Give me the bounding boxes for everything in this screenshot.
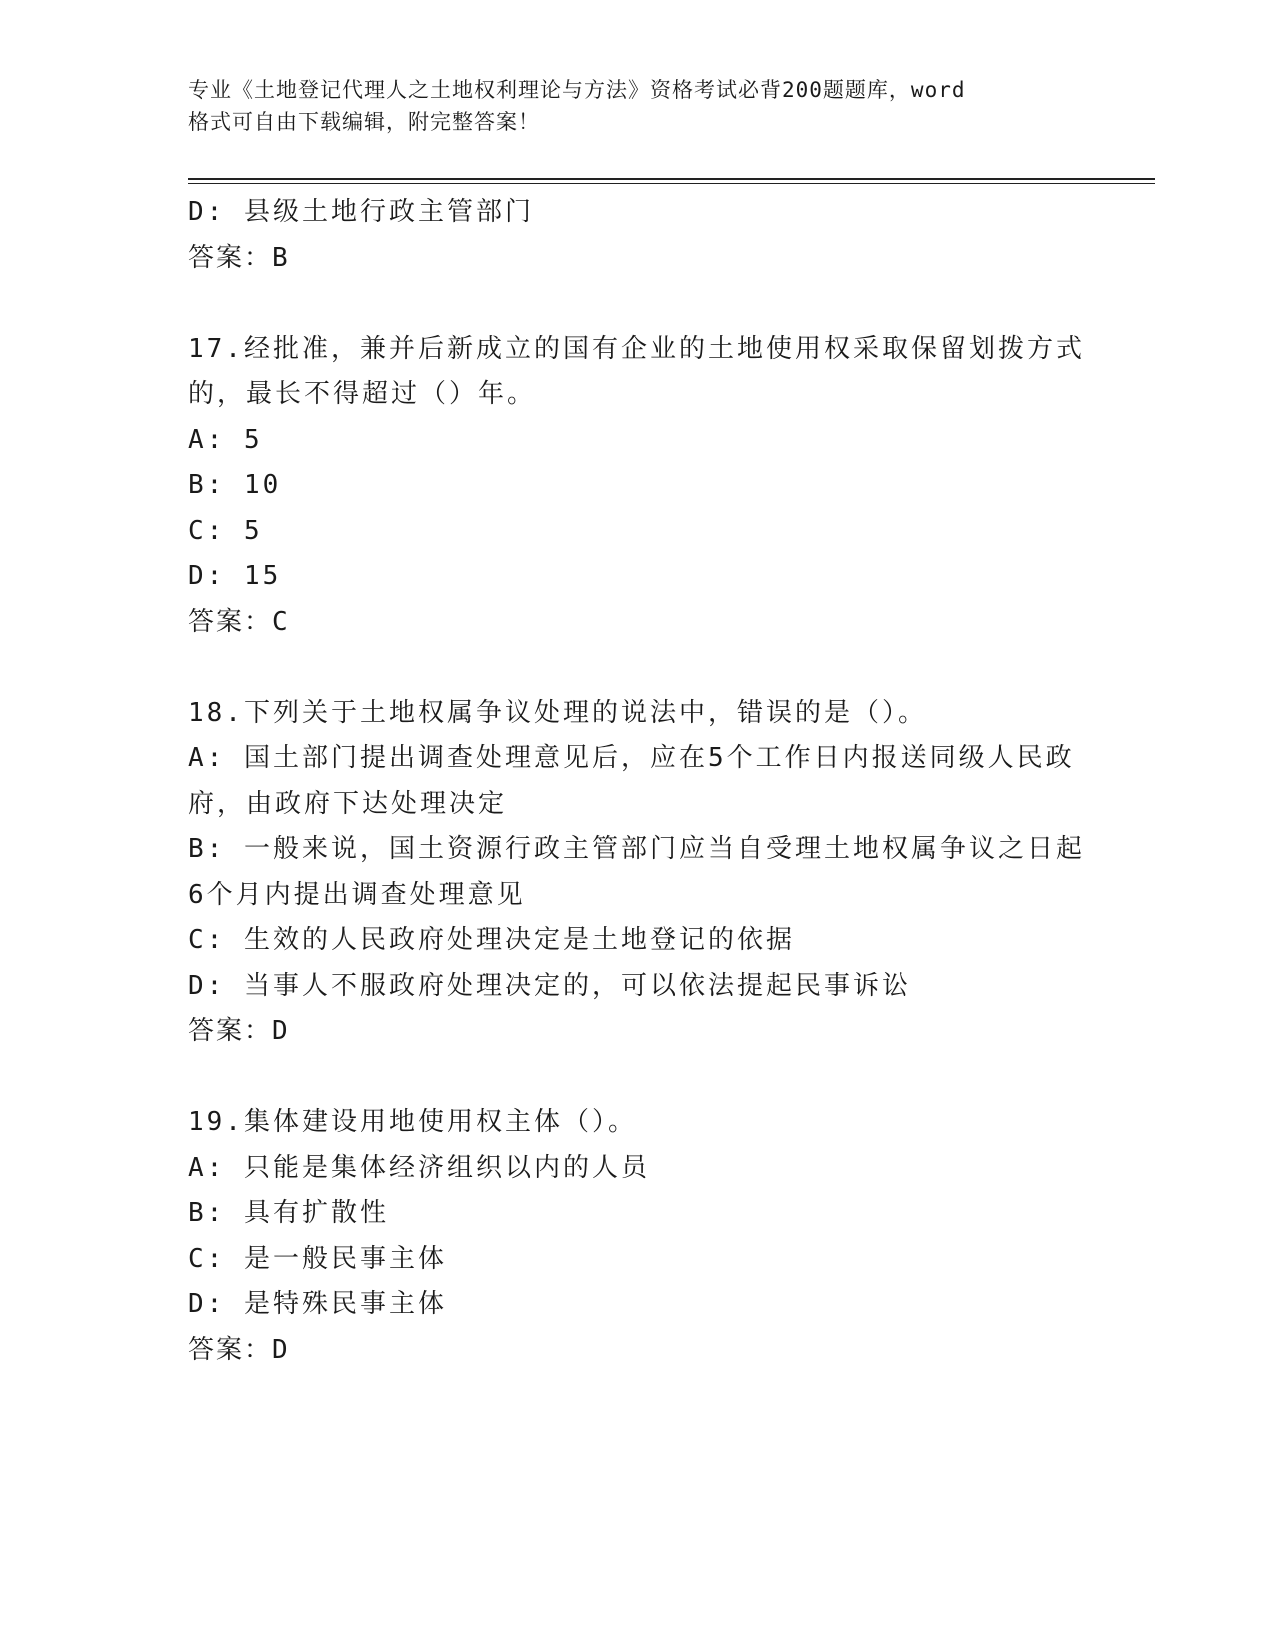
answer-line: 答案：D [188, 1016, 290, 1046]
option-b: B: 具有扩散性 [188, 1198, 389, 1228]
option-a: A: 只能是集体经济组织以内的人员 [188, 1152, 650, 1183]
option-d: D: 是特殊民事主体 [188, 1289, 447, 1319]
option-b: B: 10 [188, 470, 282, 500]
spacer [188, 1055, 1088, 1101]
option-c: C: 是一般民事主体 [188, 1243, 447, 1274]
option-d: D: 县级土地行政主管部门 [188, 197, 534, 227]
option-c: C: 5 [188, 515, 263, 546]
question-18 [188, 691, 1088, 1055]
answer-line: 答案：C [188, 606, 290, 637]
option-a-continued: 府，由政府下达处理决定 [188, 788, 508, 819]
header-title-line-2: 格式可自由下载编辑，附完整答案！ [188, 110, 540, 134]
option-c: C: 生效的人民政府处理决定是土地登记的依据 [188, 925, 795, 955]
question-17 [188, 327, 1088, 646]
header-divider [188, 178, 1155, 184]
document-body [188, 190, 1088, 1373]
answer-line: 答案：D [188, 1334, 290, 1365]
option-b: B: 一般来说，国土资源行政主管部门应当自受理土地权属争议之日起 [188, 834, 1085, 864]
option-a: A: 国土部门提出调查处理意见后，应在5个工作日内报送同级人民政 [188, 743, 1075, 773]
question-19 [188, 1100, 1088, 1373]
option-b-continued: 6个月内提出调查处理意见 [188, 879, 526, 910]
answer-line: 答案：B [188, 242, 290, 273]
question-stem: 18.下列关于土地权属争议处理的说法中，错误的是（）。 [188, 697, 927, 728]
header-title-line-1: 专业《土地登记代理人之土地权利理论与方法》资格考试必背200题题库，word [188, 78, 966, 102]
spacer [188, 281, 1088, 327]
option-d: D: 当事人不服政府处理决定的，可以依法提起民事诉讼 [188, 970, 911, 1001]
question-stem-continued: 的，最长不得超过（）年。 [188, 379, 537, 409]
question-stem: 17.经批准，兼并后新成立的国有企业的土地使用权采取保留划拨方式 [188, 333, 1085, 364]
question-stem: 19.集体建设用地使用权主体（）。 [188, 1107, 637, 1137]
option-a: A: 5 [188, 424, 263, 455]
option-d: D: 15 [188, 561, 282, 591]
document-header [188, 74, 1068, 138]
question-16-continuation [188, 190, 1088, 281]
spacer [188, 645, 1088, 691]
